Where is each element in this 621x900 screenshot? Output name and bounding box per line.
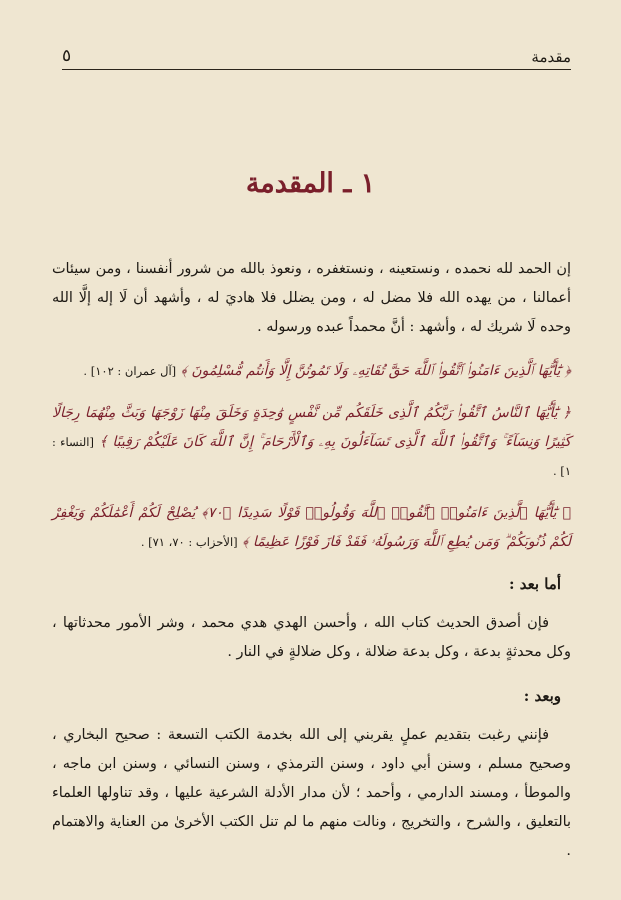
chapter-title: ١ ـ المقدمة	[245, 168, 376, 199]
verse-reference-3: [الأحزاب : ٧٠، ٧١] .	[140, 535, 238, 549]
running-header	[62, 44, 571, 66]
hadith-paragraph: فإن أصدق الحديث كتاب الله ، وأحسن الهدي هدي محمد ، وشر الأمور محدثاتها ، وكل محدثةٍ بدعة ، وكل بدعة ضلالة ، وكل ضلالةٍ في النار .	[52, 615, 571, 660]
header-title: مقدمة	[531, 48, 571, 66]
verse-reference-1: [آل عمران : ١٠٢] .	[83, 364, 177, 378]
intro-paragraph: إن الحمد لله نحمده ، ونستعينه ، ونستغفره ، ونعوذ بالله من شرور أنفسنا ، ومن سيئات أعمالنا ، من يهده الله فلا مضل له ، ومن يضلل فلا هاديَ له ، وأشهد أن لَا إله إلَّا الله وحده لَا شريك له ، وأشهد : أنَّ محمداً عبده ورسوله .	[52, 261, 571, 335]
page-number: ٥	[62, 46, 72, 66]
amma-baad-heading: أما بعد :	[508, 575, 561, 593]
quran-verse-1: ﴿ يَٰٓأَيُّهَا ٱلَّذِينَ ءَامَنُوا۟ ٱتَّقُوا۟ ٱللَّهَ حَقَّ تُقَاتِهِۦ وَلَا تَمُوتُنَّ إِلَّا وَأَنتُم مُّسْلِمُونَ ﴾	[180, 363, 571, 379]
main-paragraph: فإنني رغبت بتقديم عملٍ يقربني إلى الله بخدمة الكتب التسعة : صحيح البخاري ، وصحيح مسلم ، وسنن أبي داود ، وسنن الترمذي ، وسنن النسائي ، وسنن ابن ماجه ، والموطأ ، ومسند الدارمي ، وأحمد ؛ لأن مدار الأدلة الشرعية عليها ، وقد تناولها العلماء بالتعليق ، والشرح ، والتخريج ، ونالت منهم ما لم تنل الكتب الأخرىٰ من العناية والاهتمام .	[52, 727, 571, 859]
quran-verse-2: ﴿ يَٰٓأَيُّهَا ٱلنَّاسُ ٱتَّقُوا۟ رَبَّكُمُ ٱلَّذِى خَلَقَكُم مِّن نَّفْسٍ وَٰحِدَةٍ وَخَلَقَ مِنْهَا زَوْجَهَا وَبَثَّ مِنْهُمَا رِجَالًا كَثِيرًا وَنِسَآءً ۚ وَٱتَّقُوا۟ ٱللَّهَ ٱلَّذِى تَسَآءَلُونَ بِهِۦ وَٱلْأَرْحَامَ ۚ إِنَّ ٱللَّهَ كَانَ عَلَيْكُمْ رَقِيبًا ﴾	[52, 405, 572, 450]
quran-verse-3: ﴿ يَٰٓأَيُّهَا ٱلَّذِينَ ءَامَنُوا۟ ٱتَّقُوا۟ ٱللَّهَ وَقُولُوا۟ قَوْلًا سَدِيدًا ﴿٧٠﴾ يُصْلِحْ لَكُمْ أَعْمَٰلَكُمْ وَيَغْفِرْ لَكُمْ ذُنُوبَكُمْ ۗ وَمَن يُطِعِ ٱللَّهَ وَرَسُولَهُۥ فَقَدْ فَازَ فَوْزًا عَظِيمًا ﴾	[52, 505, 571, 550]
header-divider	[62, 69, 571, 70]
verse-block-3	[52, 499, 571, 557]
verse-reference-2: [النساء : ١] .	[52, 435, 571, 478]
verse-block-1	[52, 357, 571, 386]
verse-block-2	[52, 399, 571, 486]
page-body	[52, 255, 571, 881]
wa-baad-heading: وبعد :	[523, 687, 561, 705]
